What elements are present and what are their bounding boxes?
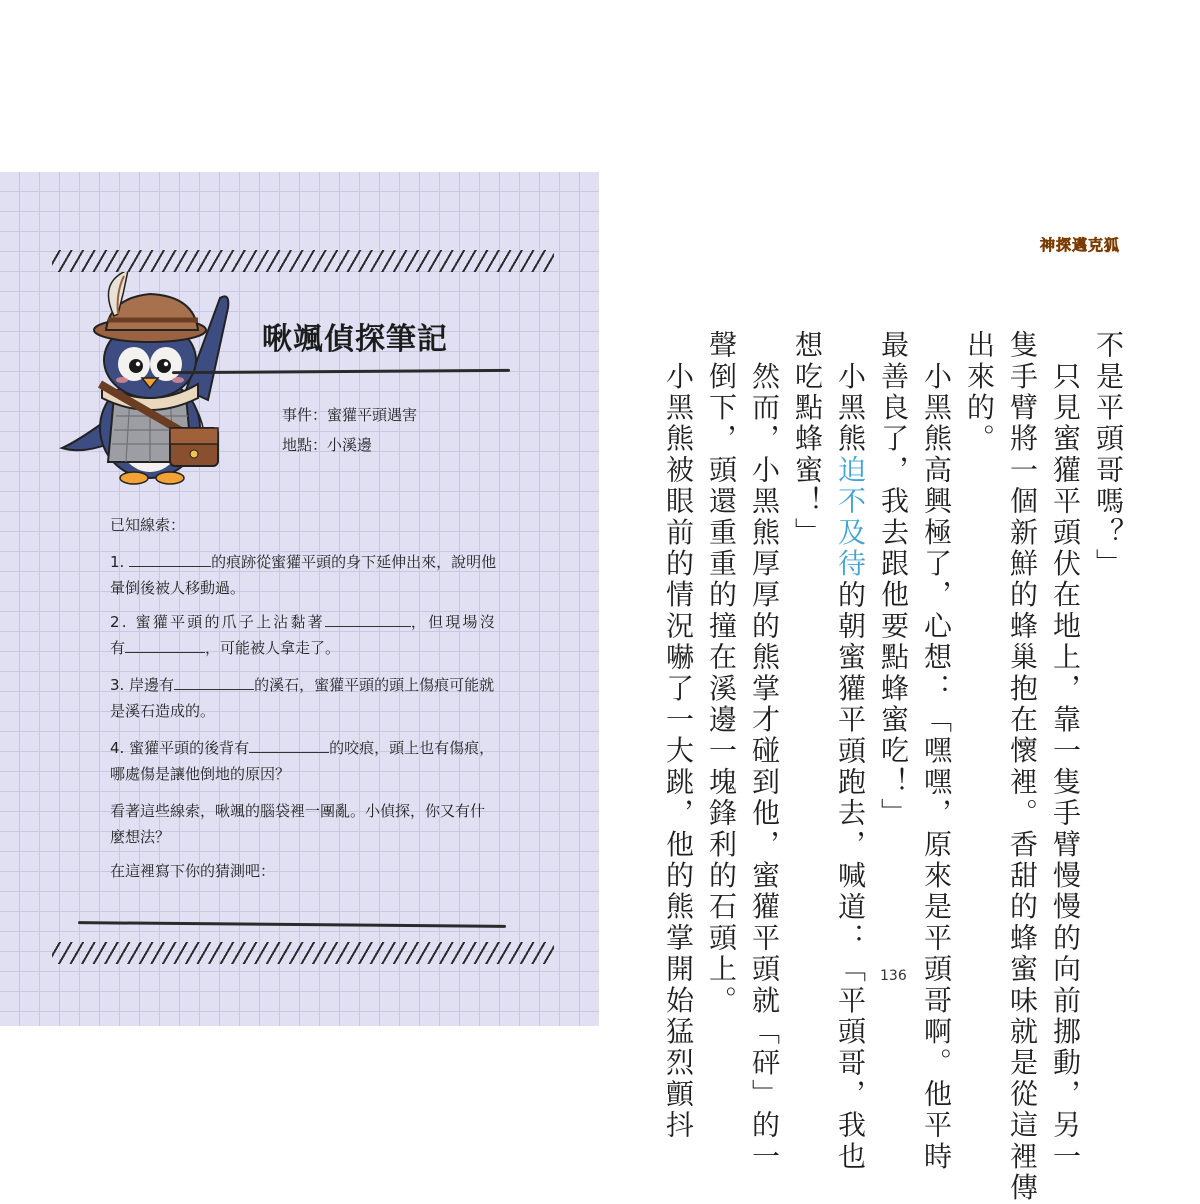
place-label: 地點：小溪邊: [282, 436, 373, 454]
story-column-4: 出來的。: [963, 330, 996, 455]
clue-1-text-a: 1.: [110, 553, 130, 571]
prompt-paragraph-line-2: 麼想法？: [110, 828, 171, 846]
clue-4-blank: [249, 737, 329, 753]
clue-3-blank: [174, 674, 254, 690]
clue-2-text-a: 2. 蜜獾平頭的爪子上沾黏著: [110, 613, 325, 631]
prompt-paragraph-line-1: 看著這些線索，啾颯的腦袋裡一團亂。小偵探，你又有什: [110, 802, 486, 820]
case-label: 事件：蜜獾平頭遇害: [282, 406, 418, 424]
story-column-6: 最善良了，我去跟他要點蜂蜜吃！」: [877, 330, 910, 830]
highlighted-word: 迫不及待: [834, 454, 867, 580]
story-column-8: 想吃點蜂蜜！」: [791, 330, 824, 549]
story-column-7: [832, 330, 868, 1172]
clue-4-text-a: 4. 蜜獾平頭的後背有: [110, 739, 250, 757]
clue-3-cont: 是溪石造成的。: [110, 702, 216, 720]
guess-prompt: 在這裡寫下你的猜測吧：: [110, 862, 276, 880]
story-column-5: 小黑熊高興極了，心想：「嘿嘿，原來是平頭哥啊。他平時: [920, 330, 953, 1173]
story-column-1: 不是平頭哥嗎？」: [1092, 330, 1125, 580]
story-column-3: 隻手臂將一個新鮮的蜂巢抱在懷裡。香甜的蜂蜜味就是從這裡傳: [1006, 330, 1039, 1204]
clue-2-text-c: 有: [110, 639, 126, 657]
clue-2-text-b: ，但現場沒: [410, 613, 497, 631]
story-column-7-a: 小黑熊: [834, 330, 867, 455]
clue-2: [110, 609, 520, 635]
story-column-10: 聲倒下，頭還重重的撞在溪邊一塊鋒利的石頭上。: [705, 330, 738, 1017]
clue-1-cont: 暈倒後被人移動過。: [110, 579, 246, 597]
clue-3: [110, 672, 520, 698]
running-header: 神探邁克狐: [1040, 236, 1121, 254]
notebook-title: 啾颯偵探筆記: [262, 322, 448, 357]
hatch-divider-bottom: [52, 942, 554, 964]
story-column-7-b: 的朝蜜獾平頭跑去，喊道：「平頭哥，我也: [834, 579, 867, 1173]
detective-notebook-page: [0, 172, 599, 1026]
clue-1-text-b: 的痕跡從蜜獾平頭的身下延伸出來，說明他: [211, 553, 497, 571]
clue-2-text-d: ，可能被人拿走了。: [205, 639, 341, 657]
clue-3-text-b: 的溪石，蜜獾平頭的頭上傷痕可能就: [254, 676, 495, 694]
clue-1-blank: [129, 551, 211, 567]
clue-2-blank-1: [325, 611, 411, 627]
clue-3-text-a: 3. 岸邊有: [110, 676, 175, 694]
story-column-2: 只見蜜獾平頭伏在地上，靠一隻手臂慢慢的向前挪動，另一: [1049, 330, 1082, 1173]
story-column-11: 小黑熊被眼前的情況嚇了一大跳，他的熊掌開始猛烈顫抖: [662, 330, 695, 1142]
hatch-divider-top: [52, 250, 554, 272]
clue-4-cont: 哪處傷是讓他倒地的原因？: [110, 765, 291, 783]
clue-1: [110, 549, 520, 575]
page-number: 136: [880, 968, 907, 984]
penguin-detective-illustration: [58, 272, 258, 488]
answer-line[interactable]: [78, 921, 506, 928]
clue-2-blank-2: [125, 637, 205, 653]
clue-4-text-b: 的咬痕，頭上也有傷痕，: [329, 739, 495, 757]
story-column-9: 然而，小黑熊厚厚的熊掌才碰到他，蜜獾平頭就「砰」的一: [748, 330, 781, 1173]
clue-2-cont: [110, 635, 520, 661]
clues-heading: 已知線索：: [110, 516, 186, 534]
clue-4: [110, 735, 520, 761]
